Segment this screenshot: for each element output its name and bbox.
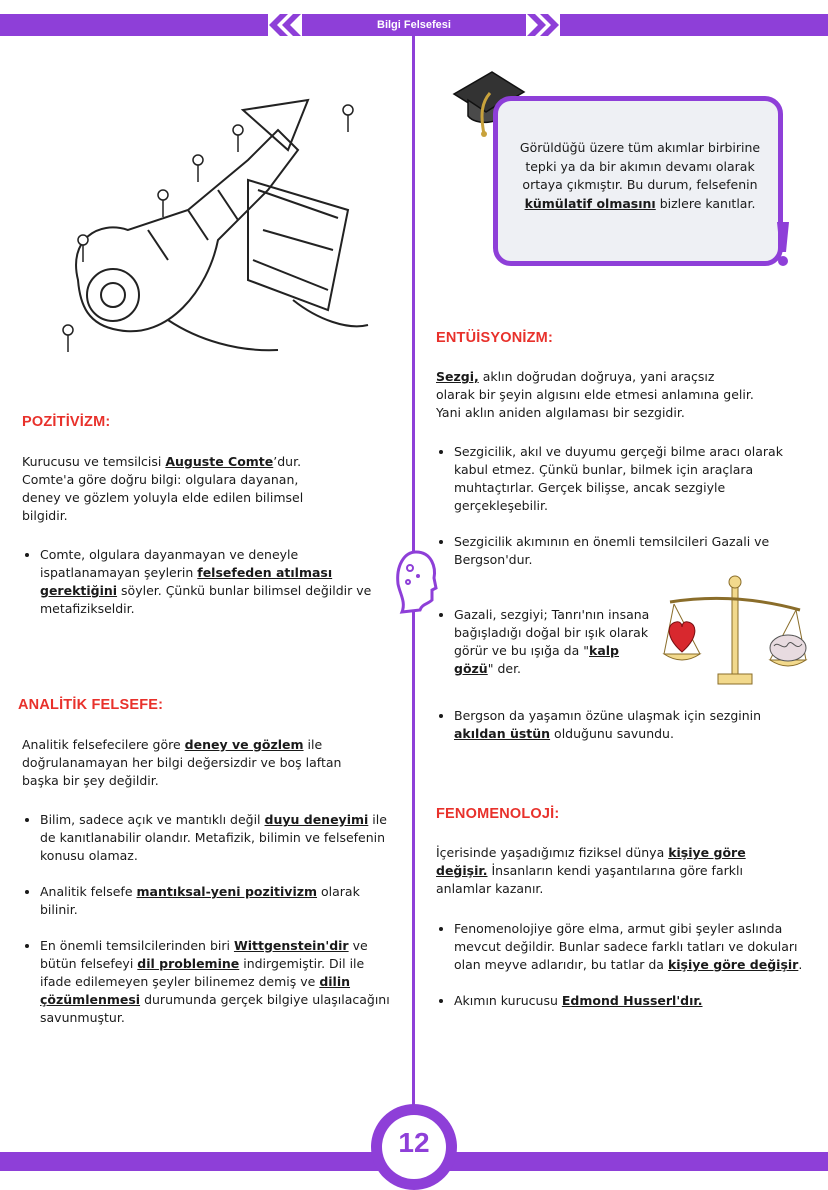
analitik-heading: ANALİTİK FELSEFE:	[18, 697, 164, 713]
pozitivizm-list	[22, 546, 398, 618]
list-item: • Analitik felsefe mantıksal-yeni pozitivizm olarak bilinir.	[40, 883, 390, 919]
list-item: • En önemli temsilcilerinden biri Wittgenstein'dir ve bütün felsefeyi dil problemine indirgemiştir. Dil ile ifade edilemeyen şeyler bilinemez demiş ve dilin çözümlenmesi durumunda gerçek bilgiye ulaşılacağını savunmuştur.	[40, 937, 390, 1027]
analitik-list	[22, 811, 390, 1027]
list-item: • Bilim, sadece açık ve mantıklı değil duyu deneyimi ile de kanıtlanabilir olandır. Metafizik, bilimin ve felsefenin konusu olamaz.	[40, 811, 390, 865]
balance-scale-icon	[660, 574, 810, 694]
pozitivizm-intro: Kurucusu ve temsilcisi Auguste Comte’dur. Comte'a göre doğru bilgi: olgulara dayanan, deney ve gözlem yoluyla elde edilen bilimsel bilgidir.	[22, 454, 304, 523]
fenomenoloji-list	[436, 920, 814, 1010]
page-number: 12	[382, 1115, 446, 1179]
entuisyonizm-list-a	[436, 443, 814, 569]
list-item: • Comte, olgulara dayanmayan ve deneyle ispatlanamayan şeylerin felsefeden atılması gerektiğini söyler. Çünkü bunlar bilimsel değildir ve metafizikseldir.	[40, 546, 398, 618]
list-item: • Akımın kurucusu Edmond Husserl'dır.	[454, 992, 814, 1010]
list-item: • Gazali, sezgiyi; Tanrı'nın insana bağışladığı doğal bir ışık olarak görür ve bu ışığa da "kalp gözü" der.	[454, 606, 654, 678]
entuisyonizm-list-c	[436, 707, 814, 743]
list-item: • Bergson da yaşamın özüne ulaşmak için sezginin akıldan üstün olduğunu savundu.	[454, 707, 814, 743]
header-title: Bilgi Felsefesi	[302, 14, 526, 36]
mind-head-icon	[392, 548, 438, 616]
entuisyonizm-intro: Sezgi, aklın doğrudan doğruya, yani araçsız olarak bir şeyin algısını elde etmesi anlamına gelir. Yani aklın aniden algılaması bir sezgidir.	[436, 369, 754, 420]
chevron-left-icon	[268, 14, 302, 36]
list-item: • Sezgicilik akımının en önemli temsilcileri Gazali ve Bergson'dur.	[454, 533, 814, 569]
note-text: Görüldüğü üzere tüm akımlar birbirine tepki ya da bir akımın devamı olarak ortaya çıkmıştır. Bu durum, felsefenin kümülatif olmasını bizlere kanıtlar.	[519, 140, 761, 211]
chevron-right-icon	[526, 14, 560, 36]
gear-pen-illustration	[48, 90, 378, 370]
list-item: • Fenomenolojiye göre elma, armut gibi şeyler aslında mevcut değildir. Bunlar sadece farklı tatları ve dokuları olan meyve adlarıdır, bu tatlar da kişiye göre değişir.	[454, 920, 814, 974]
list-item: • Sezgicilik, akıl ve duyumu gerçeği bilme aracı olarak kabul etmez. Çünkü bunlar, bilmek için araçlara muhtaçtırlar. Gerçek bilişse, ancak sezgiyle gerçekleşebilir.	[454, 443, 814, 515]
entuisyonizm-heading: ENTÜİSYONİZM:	[436, 330, 553, 346]
exclamation-icon	[773, 218, 793, 268]
fenomenoloji-heading: FENOMENOLOJİ:	[436, 806, 560, 822]
pozitivizm-heading: POZİTİVİZM:	[22, 414, 111, 430]
entuisyonizm-list-b	[436, 606, 654, 678]
fenomenoloji-intro: İçerisinde yaşadığımız fiziksel dünya kişiye göre değişir. İnsanların kendi yaşantılarına göre farklı anlamlar kazanır.	[436, 845, 746, 896]
analitik-intro: Analitik felsefecilere göre deney ve gözlem ile doğrulanamayan her bilgi değersizdir ve boş laftan başka bir şey değildir.	[22, 737, 342, 788]
